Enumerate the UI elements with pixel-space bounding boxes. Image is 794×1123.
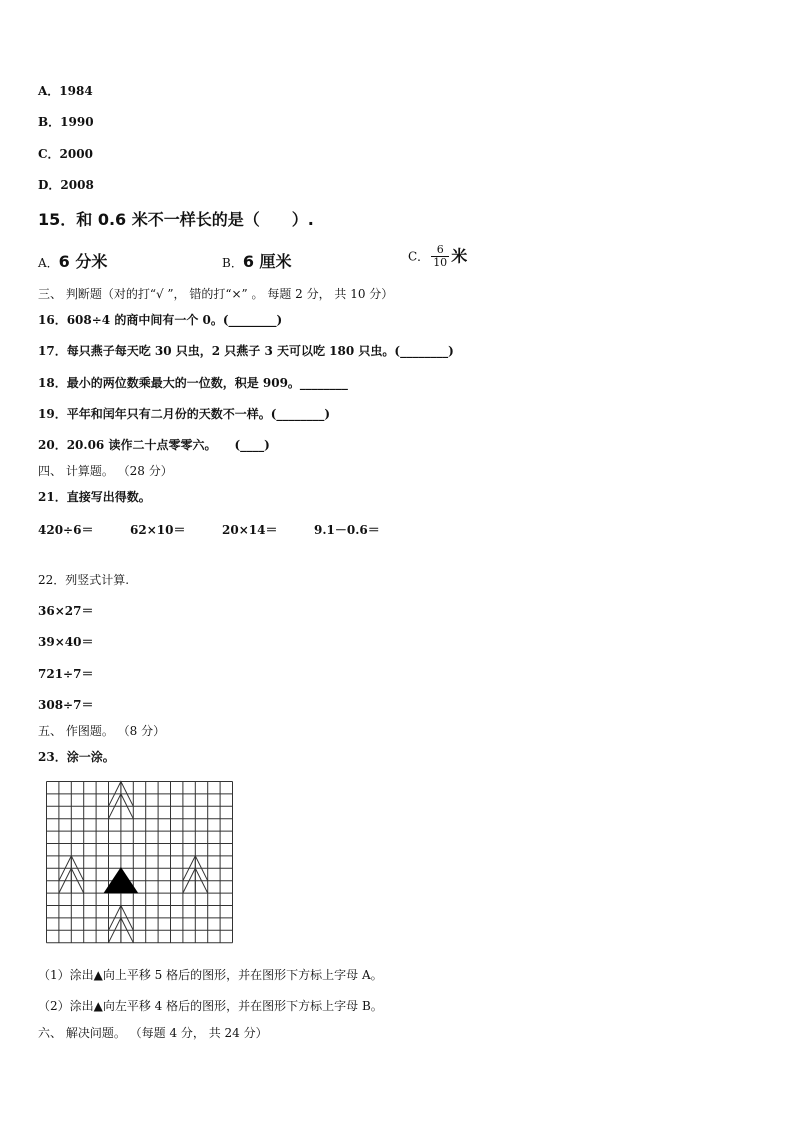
- q18: 18．最小的两位数乘最大的一位数，积是 909。________: [38, 376, 348, 390]
- q19: 19．平年和闰年只有二月份的天数不一样。(________): [38, 407, 331, 421]
- q15-option-a-text: 6 分米: [58, 252, 108, 271]
- q16: 16．608÷4 的商中间有一个 0。(________): [38, 313, 283, 327]
- translation-grid: [45, 780, 235, 954]
- section4-title: 四、 计算题。 （28 分）: [38, 464, 173, 478]
- q23-stem: 23．涂一涂。: [38, 750, 115, 764]
- q15-option-b-text: 6 厘米: [242, 252, 292, 271]
- q22-item-3: 721÷7＝: [38, 667, 94, 681]
- q15-stem: 15．和 0.6 米不一样长的是（ ）.: [38, 210, 314, 229]
- fraction-numerator: 6: [431, 244, 449, 257]
- q23-sub2: （2）涂出▲向左平移 4 格后的图形，并在图形下方标上字母 B。: [38, 999, 383, 1013]
- q21-item-1: 420÷6＝: [38, 523, 94, 537]
- q14-option-d: D．2008: [38, 178, 94, 192]
- q21-item-4: 9.1－0.6＝: [314, 523, 380, 537]
- grid-figure: [45, 780, 235, 950]
- q22-item-1: 36×27＝: [38, 604, 94, 618]
- q15-option-b: [222, 254, 292, 271]
- q21-stem: 21．直接写出得数。: [38, 490, 151, 504]
- fraction-denominator: 10: [433, 256, 448, 269]
- q15-option-c: [408, 244, 467, 269]
- q15-option-c-fraction: [431, 244, 449, 269]
- section5-title: 五、 作图题。 （8 分）: [38, 724, 166, 738]
- section6-title: 六、 解决问题。 （每题 4 分， 共 24 分）: [38, 1026, 268, 1040]
- q15-option-a: [38, 254, 107, 271]
- q14-option-b: B．1990: [38, 115, 94, 129]
- q15-option-c-unit: 米: [451, 246, 468, 266]
- q22-item-4: 308÷7＝: [38, 698, 94, 712]
- q22-stem: 22．列竖式计算.: [38, 573, 130, 587]
- q21-item-2: 62×10＝: [130, 523, 186, 537]
- q22-item-2: 39×40＝: [38, 635, 94, 649]
- q21-item-3: 20×14＝: [222, 523, 278, 537]
- q14-option-c: C．2000: [38, 147, 93, 161]
- section3-title: 三、 判断题（对的打“√ ”， 错的打“×” 。 每题 2 分， 共 10 分）: [38, 287, 394, 301]
- q15-option-a-letter: A．: [38, 256, 59, 270]
- q15-option-b-letter: B．: [222, 256, 243, 270]
- q20: 20．20.06 读作二十点零零六。 (____): [38, 438, 270, 452]
- q23-sub1: （1）涂出▲向上平移 5 格后的图形，并在图形下方标上字母 A。: [38, 968, 383, 982]
- q14-option-a: A．1984: [38, 84, 93, 98]
- q15-option-c-letter: C．: [408, 249, 430, 264]
- q17: 17．每只燕子每天吃 30 只虫，2 只燕子 3 天可以吃 180 只虫。(________): [38, 344, 454, 358]
